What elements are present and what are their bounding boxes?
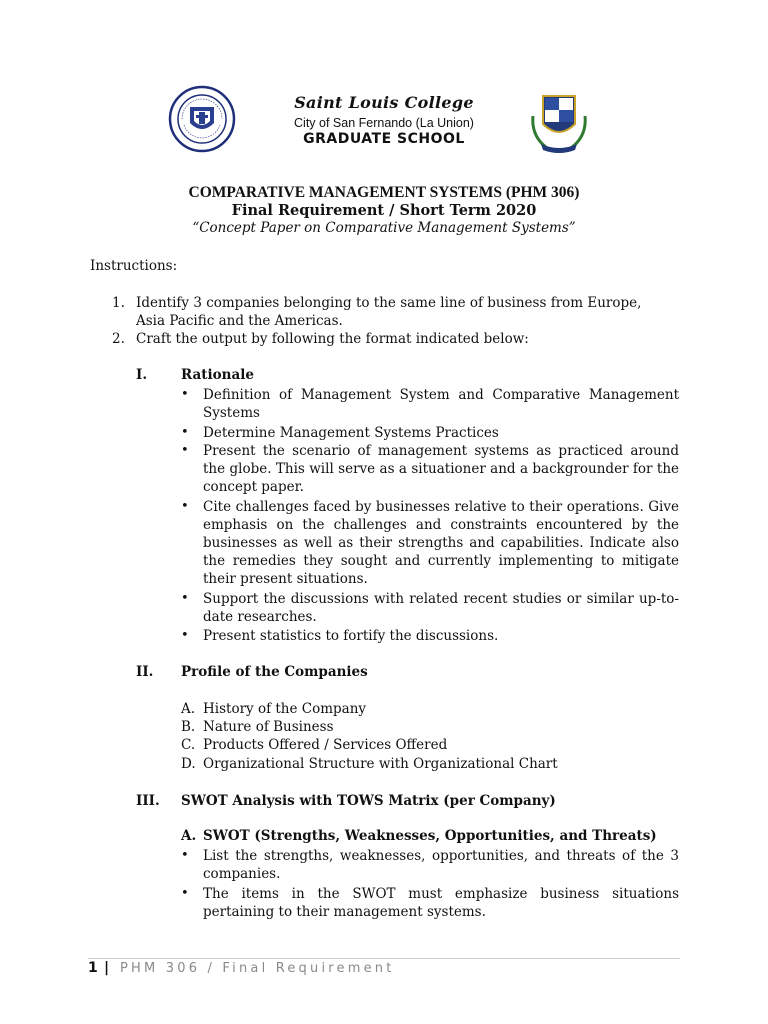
profile-item: History of the Company xyxy=(203,701,367,717)
rationale-bullet: Definition of Management System and Comparative Management Systems xyxy=(203,387,679,421)
seal-icon xyxy=(168,85,236,153)
rationale-bullet: Cite challenges faced by businesses relative to their operations. Give emphasis on the challenges and constraints encountered by the businesses as well as their strengths and capabilities. Indicate also the remedies they sought and currently implementing to mitigate their present situations. xyxy=(203,499,679,587)
college-name: Saint Louis College xyxy=(294,93,474,112)
profile-item: Products Offered / Services Offered xyxy=(203,737,448,753)
instruction-number: 2. xyxy=(112,331,125,347)
bullet-icon: • xyxy=(181,387,189,402)
swot-bullet: List the strengths, weaknesses, opportunities, and threats of the 3 companies. xyxy=(203,848,679,882)
bullet-icon: • xyxy=(181,425,189,440)
page-number: 1 xyxy=(88,960,98,976)
graduate-school-label: GRADUATE SCHOOL xyxy=(303,131,465,147)
section-number: I. xyxy=(136,367,148,383)
bullet-icon: • xyxy=(181,443,189,458)
footer-divider xyxy=(88,958,680,959)
instruction-number: 1. xyxy=(112,295,125,311)
instruction-text: Craft the output by following the format indicated below: xyxy=(136,331,529,347)
instruction-text: Asia Pacific and the Americas. xyxy=(136,313,343,329)
bullet-icon: • xyxy=(181,591,189,606)
requirement-title: Final Requirement / Short Term 2020 xyxy=(231,202,537,219)
bullet-icon: • xyxy=(181,628,189,643)
college-city: City of San Fernando (La Union) xyxy=(294,116,474,130)
rationale-bullet: Present statistics to fortify the discussions. xyxy=(203,628,499,644)
instructions-label: Instructions: xyxy=(90,258,178,274)
bullet-icon: • xyxy=(181,886,189,901)
subsection-letter: A. xyxy=(181,828,197,844)
profile-item-letter: C. xyxy=(181,737,196,753)
bullet-icon: • xyxy=(181,499,189,514)
swot-bullet: The items in the SWOT must emphasize business situations pertaining to their management systems. xyxy=(203,886,679,920)
instruction-text: Identify 3 companies belonging to the same line of business from Europe, xyxy=(136,295,642,311)
section-number: II. xyxy=(136,664,154,680)
course-title: COMPARATIVE MANAGEMENT SYSTEMS (PHM 306) xyxy=(188,184,580,201)
crest-icon xyxy=(527,86,591,154)
bullet-icon: • xyxy=(181,848,189,863)
profile-item: Nature of Business xyxy=(203,719,334,735)
section-title: SWOT Analysis with TOWS Matrix (per Company) xyxy=(181,793,556,809)
rationale-bullet: Present the scenario of management systems as practiced around the globe. This will serve as a situationer and a backgrounder for the concept paper. xyxy=(203,443,679,495)
section-title: Rationale xyxy=(181,367,254,383)
concept-paper-subtitle: “Concept Paper on Comparative Management Systems” xyxy=(192,220,576,236)
subsection-title: SWOT (Strengths, Weaknesses, Opportunities, and Threats) xyxy=(203,828,657,844)
profile-item-letter: D. xyxy=(181,756,196,772)
profile-item-letter: A. xyxy=(181,701,196,717)
profile-item-letter: B. xyxy=(181,719,196,735)
footer-separator: | xyxy=(104,960,110,976)
rationale-bullet: Support the discussions with related recent studies or similar up-to-date researches. xyxy=(203,591,679,625)
section-title: Profile of the Companies xyxy=(181,664,368,680)
section-number: III. xyxy=(136,793,160,809)
footer-label: PHM 306 / Final Requirement xyxy=(120,961,395,976)
profile-item: Organizational Structure with Organizational Chart xyxy=(203,756,558,772)
rationale-bullet: Determine Management Systems Practices xyxy=(203,425,499,441)
